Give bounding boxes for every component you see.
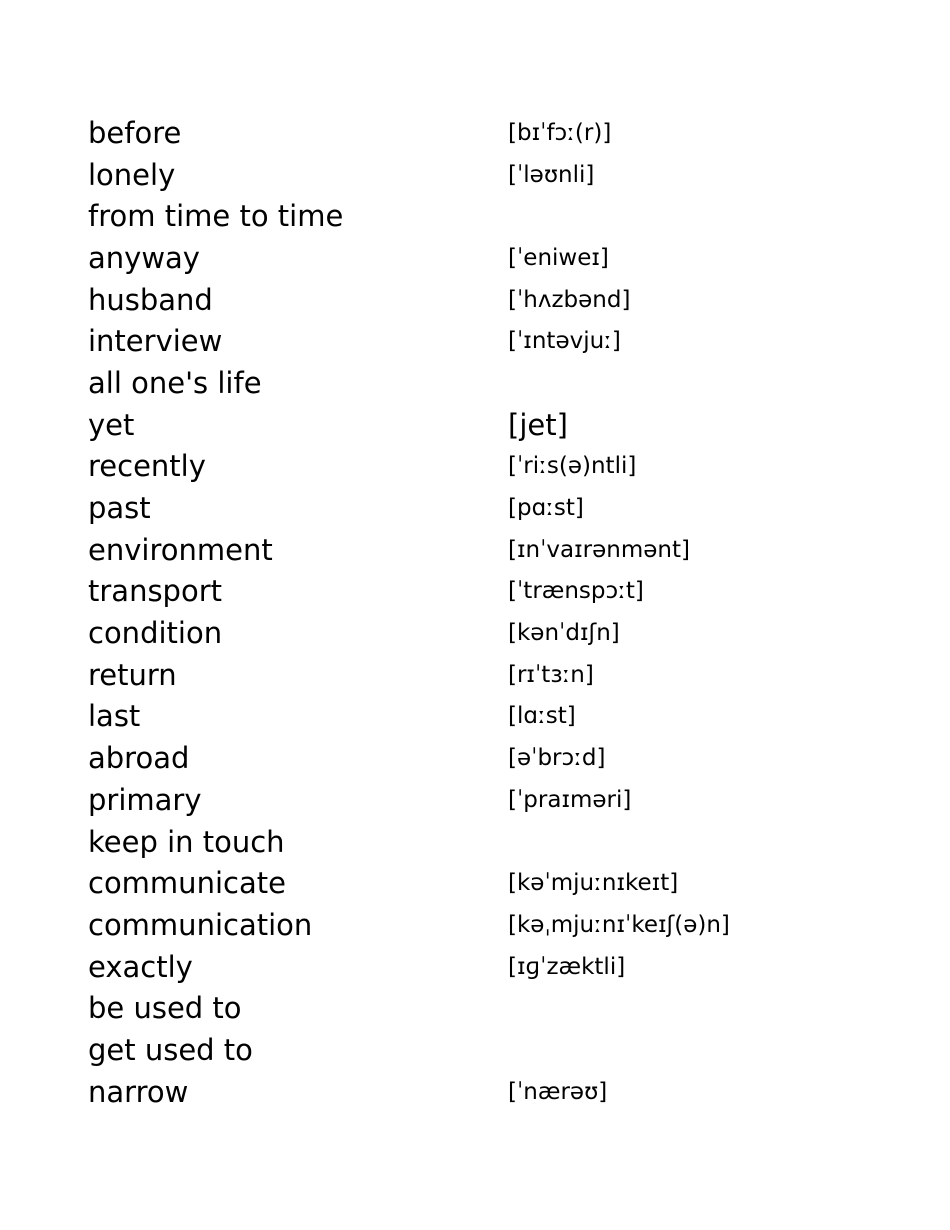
vocab-row bbox=[88, 862, 888, 904]
vocab-row bbox=[88, 571, 888, 613]
vocab-phonetic: [lɑːst] bbox=[508, 703, 576, 730]
vocab-word: communication bbox=[88, 907, 313, 942]
vocab-word: environment bbox=[88, 532, 273, 567]
vocab-phonetic: [ˈɪntəvjuː] bbox=[508, 328, 621, 355]
vocab-row bbox=[88, 779, 888, 821]
vocab-row bbox=[88, 946, 888, 988]
vocab-phonetic: [əˈbrɔːd] bbox=[508, 745, 606, 772]
vocab-word: narrow bbox=[88, 1074, 189, 1109]
vocab-word: recently bbox=[88, 449, 206, 484]
vocabulary-list bbox=[88, 112, 888, 1113]
vocab-word: exactly bbox=[88, 949, 193, 984]
vocab-phonetic: [ˈeniweɪ] bbox=[508, 244, 609, 271]
vocab-word: last bbox=[88, 699, 141, 734]
vocab-row bbox=[88, 487, 888, 529]
vocab-row bbox=[88, 987, 888, 1029]
vocab-phonetic: [ˈtrænspɔːt] bbox=[508, 578, 644, 605]
vocab-word: condition bbox=[88, 616, 223, 651]
vocab-word: primary bbox=[88, 782, 202, 817]
vocab-phonetic: [pɑːst] bbox=[508, 495, 584, 522]
vocab-phonetic: [kənˈdɪʃn] bbox=[508, 620, 620, 647]
vocab-row bbox=[88, 112, 888, 154]
vocab-row bbox=[88, 737, 888, 779]
vocab-row bbox=[88, 154, 888, 196]
vocab-word: from time to time bbox=[88, 199, 344, 234]
vocab-phonetic: [ˈnærəʊ] bbox=[508, 1078, 608, 1105]
vocab-row bbox=[88, 904, 888, 946]
vocab-word: keep in touch bbox=[88, 824, 285, 859]
vocab-word: anyway bbox=[88, 240, 200, 275]
vocab-word: transport bbox=[88, 574, 222, 609]
vocab-phonetic: [jet] bbox=[508, 407, 568, 442]
vocab-word: lonely bbox=[88, 157, 176, 192]
vocab-phonetic: [ɪɡˈzæktli] bbox=[508, 953, 626, 980]
vocab-phonetic: [ɪnˈvaɪrənmənt] bbox=[508, 536, 690, 563]
vocab-phonetic: [ˈhʌzbənd] bbox=[508, 286, 631, 313]
vocab-word: abroad bbox=[88, 741, 190, 776]
vocab-word: get used to bbox=[88, 1032, 253, 1067]
vocab-word: yet bbox=[88, 407, 135, 442]
vocab-word: interview bbox=[88, 324, 223, 359]
vocab-row bbox=[88, 404, 888, 446]
vocab-word: return bbox=[88, 657, 177, 692]
vocab-word: before bbox=[88, 115, 182, 150]
vocab-word: husband bbox=[88, 282, 213, 317]
vocab-row bbox=[88, 696, 888, 738]
vocab-row bbox=[88, 1029, 888, 1071]
vocab-word: communicate bbox=[88, 866, 286, 901]
vocab-row bbox=[88, 612, 888, 654]
vocab-row bbox=[88, 529, 888, 571]
vocab-row bbox=[88, 446, 888, 488]
vocab-word: be used to bbox=[88, 991, 242, 1026]
vocab-row bbox=[88, 279, 888, 321]
vocab-phonetic: [kəˈmjuːnɪkeɪt] bbox=[508, 870, 679, 897]
vocab-row bbox=[88, 362, 888, 404]
vocab-row bbox=[88, 821, 888, 863]
vocab-row bbox=[88, 195, 888, 237]
vocab-phonetic: [kəˌmjuːnɪˈkeɪʃ(ə)n] bbox=[508, 911, 730, 938]
vocab-phonetic: [ˈləʊnli] bbox=[508, 161, 595, 188]
vocab-row bbox=[88, 320, 888, 362]
vocab-phonetic: [bɪˈfɔː(r)] bbox=[508, 119, 612, 146]
vocab-row bbox=[88, 1071, 888, 1113]
vocab-row bbox=[88, 654, 888, 696]
vocab-word: past bbox=[88, 491, 151, 526]
vocab-phonetic: [ˈpraɪməri] bbox=[508, 786, 632, 813]
vocab-phonetic: [ˈriːs(ə)ntli] bbox=[508, 453, 637, 480]
vocab-row bbox=[88, 237, 888, 279]
vocab-phonetic: [rɪˈtɜːn] bbox=[508, 661, 594, 688]
vocab-word: all one's life bbox=[88, 365, 262, 400]
